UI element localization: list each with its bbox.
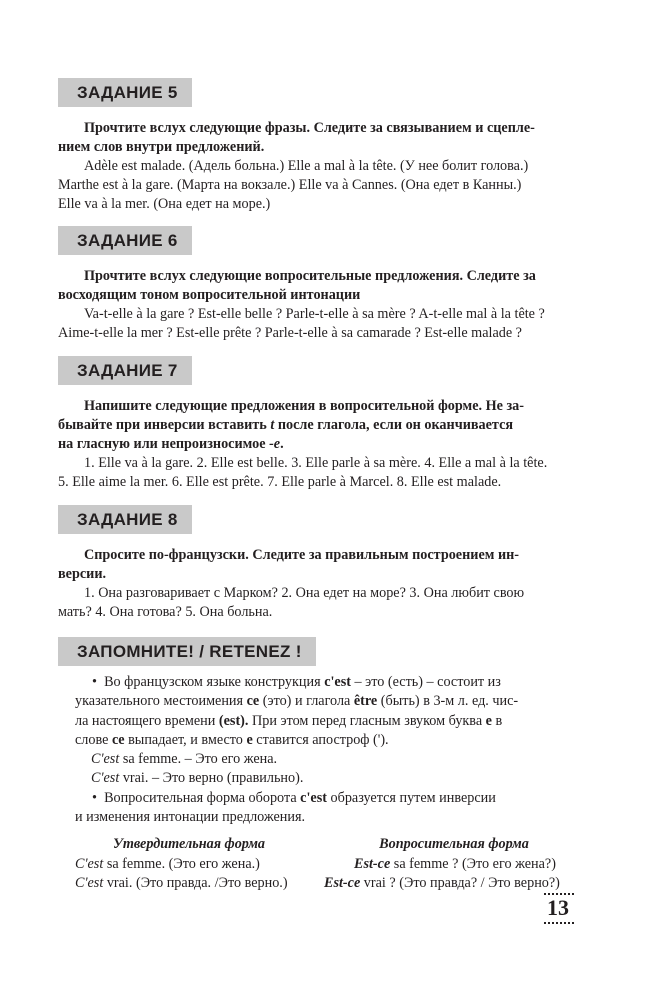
bullet: • [92, 789, 97, 806]
table-cell: Est-ce vrai ? (Это правда? / Это верно?) [324, 875, 560, 892]
task-instruction: Спросите по-французски. Следите за правильным построением ин- версии. [58, 547, 520, 582]
task-header: ЗАДАНИЕ 7 [58, 356, 192, 385]
task-header: ЗАДАНИЕ 6 [58, 226, 192, 255]
folio-dots-bottom [544, 922, 574, 924]
task-line: Elle va à la mer. (Она едет на море.) [58, 196, 271, 212]
task-instruction: Напишите следующие предложения в вопросительной форме. Не за- бывайте при инверсии вставить t после глагола, если он оканчивается на гласную или непроизносимое -e. [58, 398, 525, 452]
task-5 [58, 78, 588, 214]
task-line: Marthe est à la gare. (Марта на вокзале.) Elle va à Cannes. (Она едет в Канны.) [58, 177, 522, 193]
task-6 [58, 226, 588, 343]
table-header: Вопросительная форма [379, 836, 529, 853]
example-line: C'est vrai. – Это верно (правильно). [91, 770, 304, 787]
retenez-body [58, 673, 588, 827]
task-8 [58, 505, 588, 622]
bullet: • [92, 674, 97, 690]
task-instruction: Прочтите вслух следующие фразы. Следите за связыванием и сцепле- нием слов внутри предложений. [58, 120, 535, 155]
table-cell: C'est vrai. (Это правда. /Это верно.) [75, 875, 288, 892]
retenez-header: ЗАПОМНИТЕ! / RETENEZ ! [58, 637, 316, 666]
task-instruction: Прочтите вслух следующие вопросительные предложения. Следите за восходящим тоном вопросительной интонации [58, 268, 536, 303]
retenez-paragraph-1: • Во французском языке конструкция c'est – это (есть) – состоит из указательного местоимения ce (это) и глагола être (быть) в 3-м л. ед. чис- ла настоящего времени (est). При этом перед гласным звуком буква e в слове ce выпадает, и вместо e ставится апостроф ('). [58, 673, 588, 750]
task-header: ЗАДАНИЕ 5 [58, 78, 192, 107]
page-number: 13 [547, 895, 569, 920]
task-line: Va-t-elle à la gare ? Est-elle belle ? Parle-t-elle à sa mère ? A-t-elle mal à la tête ? [84, 306, 545, 322]
table-header: Утвердительная форма [112, 836, 266, 853]
table-cell: Est-ce sa femme ? (Это его жена?) [354, 855, 556, 872]
task-7 [58, 356, 588, 492]
retenez-paragraph-2: • Вопросительная форма оборота c'est образуется путем инверсии и изменения интонации предложения. [58, 789, 588, 828]
retenez-box [58, 637, 588, 894]
task-line: Aime-t-elle la mer ? Est-elle prête ? Parle-t-elle à sa camarade ? Est-elle malade ? [58, 325, 522, 341]
task-line: мать? 4. Она готова? 5. Она больна. [58, 604, 273, 620]
forms-table [58, 835, 588, 894]
task-header: ЗАДАНИЕ 8 [58, 505, 192, 534]
task-line: 1. Она разговаривает с Марком? 2. Она едет на море? 3. Она любит свою [84, 585, 525, 601]
table-cell: C'est sa femme. (Это его жена.) [75, 855, 260, 872]
task-line: 1. Elle va à la gare. 2. Elle est belle. 3. Elle parle à sa mère. 4. Elle a mal à la tête. [84, 455, 548, 471]
example-line: C'est sa femme. – Это его жена. [91, 751, 278, 768]
task-line: 5. Elle aime la mer. 6. Elle est prête. 7. Elle parle à Marcel. 8. Elle est malade. [58, 474, 502, 490]
task-line: Adèle est malade. (Адель больна.) Elle a mal à la tête. (У нее болит голова.) [84, 158, 529, 174]
